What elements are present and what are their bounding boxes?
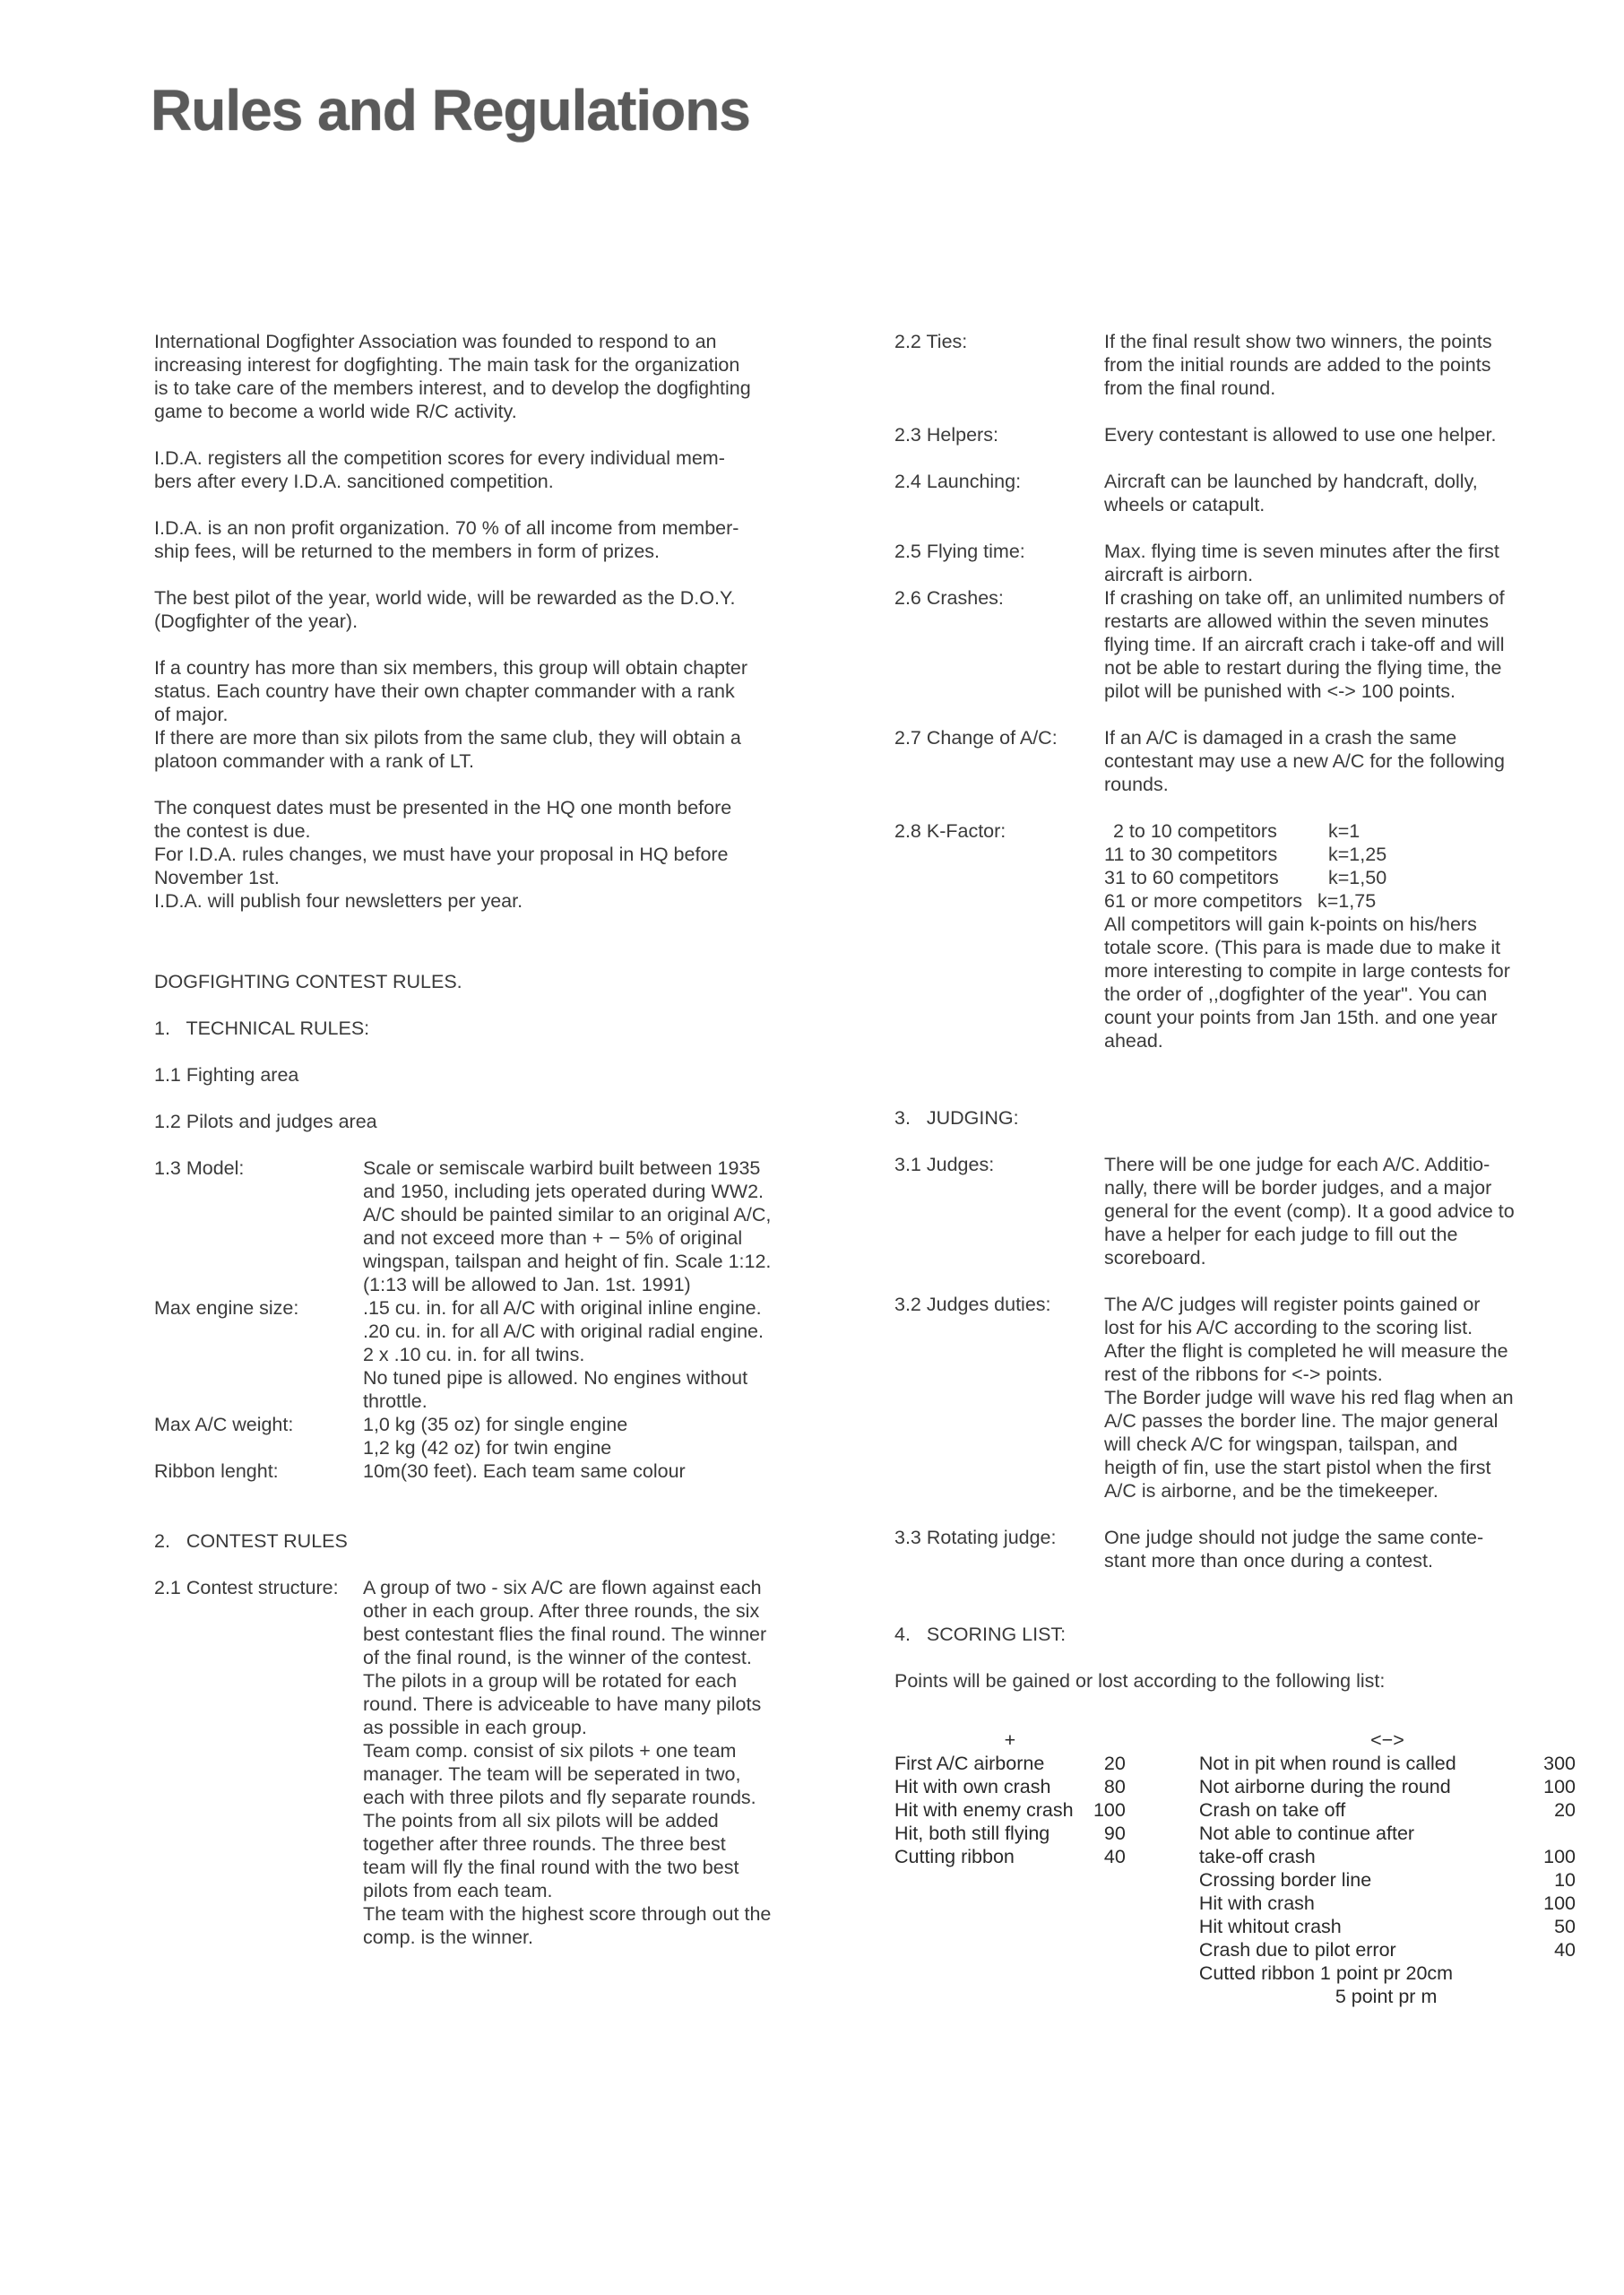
scoring-minus-column (1199, 1728, 1576, 2008)
right-column (894, 330, 1576, 2008)
judges-rule (894, 1153, 1576, 1269)
helpers-rule (894, 423, 1576, 446)
scoring-points: 40 (1554, 1939, 1576, 1961)
change-ac-text (1104, 726, 1505, 796)
scoring-points: 20 (1103, 1753, 1126, 1774)
text-line: Aircraft can be launched by handcraft, dolly, (1104, 471, 1478, 492)
scoring-row (1199, 1775, 1576, 1798)
text-line: .20 cu. in. for all A/C with original radial engine. (363, 1321, 764, 1342)
kfactor-row (1104, 819, 1510, 843)
contest-structure-text (363, 1576, 771, 1949)
scoring-points: 100 (1543, 1776, 1576, 1797)
text-line: 1,0 kg (35 oz) for single engine (363, 1414, 628, 1435)
text-line: round. There is adviceable to have many pilots (363, 1693, 762, 1715)
kfactor-value: k=1,75 (1317, 890, 1377, 912)
text-line: If crashing on take off, an unlimited numbers of (1104, 587, 1505, 609)
scoring-item: Cutted ribbon 1 point pr 20cm (1198, 1962, 1454, 1984)
kfactor-row (1104, 866, 1510, 889)
kfactor-range: 61 or more competitors (1104, 890, 1303, 912)
judges-text (1104, 1153, 1515, 1269)
text-line: .15 cu. in. for all A/C with original inline engine. (363, 1297, 762, 1319)
text-line: together after three rounds. The three best (363, 1833, 726, 1855)
text-line: pilots from each team. (363, 1880, 553, 1901)
scoring-row (1199, 1938, 1576, 1962)
text-line: from the initial rounds are added to the points (1104, 354, 1491, 376)
text-line: One judge should not judge the same conte- (1104, 1527, 1484, 1548)
text-line: The pilots in a group will be rotated for each (363, 1670, 738, 1692)
crashes-rule (894, 586, 1576, 703)
text-line: have a helper for each judge to fill out the (1104, 1224, 1458, 1245)
section-4-heading: 4. SCORING LIST: (894, 1624, 1067, 1645)
ties-text (1104, 330, 1492, 400)
text-line: restarts are allowed within the seven minutes (1104, 611, 1490, 632)
scoring-points: 100 (1543, 1892, 1576, 1914)
text-line: The points from all six pilots will be added (363, 1810, 719, 1832)
scoring-row (1199, 1822, 1576, 1845)
scoring-plus-column (894, 1728, 1126, 2008)
text-line: best contestant flies the final round. The winner (363, 1624, 767, 1645)
engine-label: Max engine size: (154, 1297, 299, 1319)
text-line: manager. The team will be seperated in two, (363, 1763, 741, 1785)
text-line: 1,2 kg (42 oz) for twin engine (363, 1437, 612, 1459)
kfactor-row (1104, 843, 1510, 866)
text-line: from the final round. (1104, 377, 1276, 399)
section-3-heading: 3. JUDGING: (894, 1107, 1019, 1129)
scoring-item: Hit with crash (1198, 1892, 1315, 1914)
scoring-item: First A/C airborne (894, 1753, 1045, 1774)
text-line: I.D.A. registers all the competition scores for every individual mem- (154, 447, 725, 469)
kfactor-text (1104, 819, 1510, 1052)
scoring-row (1199, 1892, 1576, 1915)
text-line: pilot will be punished with <-> 100 points. (1104, 680, 1456, 702)
text-line: is to take care of the members interest, and to develop the dogfighting (154, 377, 751, 399)
scoring-item: Cutting ribbon (894, 1846, 1015, 1867)
kfactor-value: k=1,50 (1328, 867, 1387, 888)
kfactor-label: 2.8 K-Factor: (894, 820, 1006, 842)
text-line: heigth of fin, use the start pistol when the first (1104, 1457, 1491, 1478)
kfactor-row (1104, 889, 1510, 913)
text-line: After the flight is completed he will measure the (1104, 1340, 1508, 1362)
text-line: and 1950, including jets operated during WW2. (363, 1181, 764, 1202)
text-line: All competitors will gain k-points on his/hers (1104, 914, 1477, 935)
change-ac-label: 2.7 Change of A/C: (894, 727, 1058, 749)
model-label: 1.3 Model: (154, 1157, 245, 1179)
kfactor-rule (894, 819, 1576, 1052)
text-line: rounds. (1104, 774, 1169, 795)
section-2-heading: 2. CONTEST RULES (154, 1530, 348, 1552)
kfactor-value: k=1 (1328, 820, 1361, 842)
scoring-row (894, 1798, 1126, 1822)
scoring-row (1199, 1845, 1576, 1868)
item-fighting-area: 1.1 Fighting area (154, 1064, 299, 1086)
text-line: Every contestant is allowed to use one helper. (1104, 424, 1497, 446)
scoring-points: 50 (1554, 1916, 1576, 1937)
scoring-points: 80 (1103, 1776, 1126, 1797)
scoring-points: 300 (1543, 1753, 1576, 1774)
text-line: ahead. (1104, 1030, 1163, 1052)
text-line: platoon commander with a rank of LT. (154, 750, 474, 772)
scoring-points: 40 (1103, 1846, 1126, 1867)
text-line: rest of the ribbons for <-> points. (1104, 1364, 1383, 1385)
text-line: increasing interest for dogfighting. The main task for the organization (154, 354, 740, 376)
model-rule (154, 1156, 835, 1296)
scoring-item: Crossing border line (1198, 1869, 1372, 1891)
intro-paragraph (154, 796, 835, 913)
scoring-row (1199, 1868, 1576, 1892)
scoring-item: Hit, both still flying (894, 1823, 1050, 1844)
text-line: Team comp. consist of six pilots + one team (363, 1740, 737, 1762)
text-line: other in each group. After three rounds, the six (363, 1600, 760, 1622)
scoring-points: 90 (1103, 1823, 1126, 1844)
scoring-item: Not in pit when round is called (1198, 1753, 1456, 1774)
text-line: will check A/C for wingspan, tailspan, and (1104, 1433, 1458, 1455)
ties-rule (894, 330, 1576, 400)
intro-paragraph (154, 516, 835, 563)
text-line: The conquest dates must be presented in the HQ one month before (154, 797, 732, 818)
section-1-heading: 1. TECHNICAL RULES: (154, 1018, 370, 1039)
launching-text (1104, 470, 1478, 516)
scoring-item: Not airborne during the round (1198, 1776, 1451, 1797)
text-line: If the final result show two winners, the points (1104, 331, 1492, 352)
text-line: There will be one judge for each A/C. Additio- (1104, 1154, 1490, 1175)
scoring-intro: Points will be gained or lost according to the following list: (894, 1670, 1386, 1692)
text-line: If a country has more than six members, this group will obtain chapter (154, 657, 748, 679)
text-line: I.D.A. will publish four newsletters per year. (154, 890, 523, 912)
scoring-item: take-off crash (1198, 1846, 1316, 1867)
text-line: If there are more than six pilots from the same club, they will obtain a (154, 727, 741, 749)
helpers-text (1104, 423, 1496, 446)
intro-paragraph (154, 330, 835, 423)
intro-section (154, 330, 835, 913)
left-column (154, 330, 835, 1949)
minus-header: <−> (1370, 1729, 1404, 1751)
judges-duties-text (1104, 1293, 1514, 1503)
text-line: The Border judge will wave his red flag when an (1104, 1387, 1514, 1408)
crashes-text (1104, 586, 1505, 703)
text-line: The team with the highest score through out the (363, 1903, 772, 1925)
text-line: (1:13 will be allowed to Jan. 1st. 1991) (363, 1274, 691, 1295)
engine-rule (154, 1296, 835, 1413)
text-line: If an A/C is damaged in a crash the same (1104, 727, 1457, 749)
text-line: contestant may use a new A/C for the following (1104, 750, 1505, 772)
flying-time-label: 2.5 Flying time: (894, 541, 1025, 562)
contest-structure-label: 2.1 Contest structure: (154, 1577, 339, 1598)
scoring-row (1199, 1915, 1576, 1938)
text-line: game to become a world wide R/C activity. (154, 401, 517, 422)
text-line: The A/C judges will register points gained or (1104, 1294, 1481, 1315)
plus-header: + (1004, 1729, 1016, 1751)
scoring-row (1199, 1962, 1576, 1985)
judges-duties-rule (894, 1293, 1576, 1503)
text-line: A/C passes the border line. The major general (1104, 1410, 1499, 1432)
text-line: November 1st. (154, 867, 280, 888)
scoring-item: Not able to continue after (1198, 1823, 1415, 1844)
launching-label: 2.4 Launching: (894, 471, 1022, 492)
text-line: and not exceed more than + − 5% of original (363, 1227, 743, 1249)
launching-rule (894, 470, 1576, 516)
text-line: ship fees, will be returned to the members in form of prizes. (154, 541, 661, 562)
kfactor-range: 31 to 60 competitors (1104, 867, 1279, 888)
text-line: scoreboard. (1104, 1247, 1206, 1269)
ribbon-text (363, 1459, 686, 1483)
model-text (363, 1156, 771, 1296)
scoring-row (1199, 1752, 1576, 1775)
text-line: of major. (154, 704, 229, 725)
text-line: nally, there will be border judges, and a major (1104, 1177, 1492, 1199)
scoring-points: 100 (1543, 1846, 1576, 1867)
flying-time-rule (894, 540, 1576, 586)
scoring-item: Hit whitout crash (1198, 1916, 1342, 1937)
kfactor-table (1104, 819, 1510, 913)
scoring-row (894, 1845, 1126, 1868)
text-line: wheels or catapult. (1104, 494, 1266, 515)
text-line: 2 x .10 cu. in. for all twins. (363, 1344, 585, 1365)
text-line: more interesting to compite in large contests for (1104, 960, 1510, 982)
intro-paragraph (154, 446, 835, 493)
text-line: wingspan, tailspan and height of fin. Scale 1:12. (363, 1251, 772, 1272)
text-line: (Dogfighter of the year). (154, 611, 358, 632)
scoring-row (894, 1775, 1126, 1798)
kfactor-value: k=1,25 (1328, 844, 1387, 865)
text-line: team will fly the final round with the two best (363, 1857, 739, 1878)
crashes-label: 2.6 Crashes: (894, 587, 1004, 609)
text-line: Max. flying time is seven minutes after the first (1104, 541, 1499, 562)
text-line: aircraft is airborn. (1104, 564, 1254, 585)
text-line: bers after every I.D.A. sancitioned competition. (154, 471, 554, 492)
rotating-judge-rule (894, 1526, 1576, 1572)
text-line: stant more than once during a contest. (1104, 1550, 1433, 1572)
scoring-item: Hit with own crash (894, 1776, 1051, 1797)
scoring-list (894, 1728, 1576, 2008)
judges-label: 3.1 Judges: (894, 1154, 995, 1175)
change-ac-rule (894, 726, 1576, 796)
ribbon-rule (154, 1459, 835, 1483)
text-line: The best pilot of the year, world wide, will be rewarded as the D.O.Y. (154, 587, 736, 609)
text-line: not be able to restart during the flying time, the (1104, 657, 1502, 679)
text-line: lost for his A/C according to the scoring list. (1104, 1317, 1473, 1338)
text-line: flying time. If an aircraft crach i take-off and will (1104, 634, 1505, 655)
ribbon-extra-line: 5 point pr m (1335, 1986, 1438, 2007)
text-line: For I.D.A. rules changes, we must have your proposal in HQ before (154, 844, 729, 865)
engine-text (363, 1296, 764, 1413)
text-line: totale score. (This para is made due to make it (1104, 937, 1501, 958)
text-line: comp. is the winner. (363, 1927, 534, 1948)
text-line: each with three pilots and fly separate rounds. (363, 1787, 756, 1808)
scoring-item: Crash due to pilot error (1198, 1939, 1396, 1961)
scoring-item: Crash on take off (1198, 1799, 1346, 1821)
rotating-judge-text (1104, 1526, 1483, 1572)
scoring-points: 20 (1554, 1799, 1576, 1821)
text-line: International Dogfighter Association was founded to respond to an (154, 331, 717, 352)
intro-paragraph (154, 656, 835, 773)
text-line: 10m(30 feet). Each team same colour (363, 1460, 686, 1482)
helpers-label: 2.3 Helpers: (894, 424, 998, 446)
kfactor-range: 11 to 30 competitors (1104, 844, 1278, 865)
text-line: I.D.A. is an non profit organization. 70 % of all income from member- (154, 517, 739, 539)
kfactor-range: 2 to 10 competitors (1113, 820, 1277, 842)
kfactor-notes (1104, 913, 1510, 1052)
contest-structure-rule (154, 1576, 835, 1949)
weight-rule (154, 1413, 835, 1459)
contest-rules-heading: DOGFIGHTING CONTEST RULES. (154, 971, 462, 992)
intro-paragraph (154, 586, 835, 633)
scoring-points: 100 (1093, 1799, 1126, 1821)
text-line: the order of ,,dogfighter of the year". You can (1104, 983, 1488, 1005)
text-line: as possible in each group. (363, 1717, 587, 1738)
scoring-item: Hit with enemy crash (894, 1799, 1074, 1821)
text-line: the contest is due. (154, 820, 311, 842)
scoring-row (894, 1752, 1126, 1775)
text-line: Scale or semiscale warbird built between 1935 (363, 1157, 761, 1179)
text-line: No tuned pipe is allowed. No engines without (363, 1367, 748, 1389)
text-line: A group of two - six A/C are flown against each (363, 1577, 762, 1598)
weight-label: Max A/C weight: (154, 1414, 294, 1435)
text-line: count your points from Jan 15th. and one year (1104, 1007, 1498, 1028)
judges-duties-label: 3.2 Judges duties: (894, 1294, 1051, 1315)
text-line: throttle. (363, 1390, 428, 1412)
text-line: of the final round, is the winner of the contest. (363, 1647, 752, 1668)
flying-time-text (1104, 540, 1499, 586)
item-pilots-judges-area: 1.2 Pilots and judges area (154, 1111, 377, 1132)
scoring-points: 10 (1554, 1869, 1576, 1891)
text-line: status. Each country have their own chapter commander with a rank (154, 680, 735, 702)
scoring-row (1199, 1798, 1576, 1822)
scoring-row (894, 1822, 1126, 1845)
rotating-judge-label: 3.3 Rotating judge: (894, 1527, 1057, 1548)
text-line: A/C is airborne, and be the timekeeper. (1104, 1480, 1438, 1502)
ties-label: 2.2 Ties: (894, 331, 968, 352)
weight-text (363, 1413, 627, 1459)
ribbon-label: Ribbon lenght: (154, 1460, 279, 1482)
text-line: A/C should be painted similar to an original A/C, (363, 1204, 772, 1225)
text-line: general for the event (comp). It a good advice to (1104, 1200, 1515, 1222)
page-title: Rules and Regulations (151, 78, 750, 143)
